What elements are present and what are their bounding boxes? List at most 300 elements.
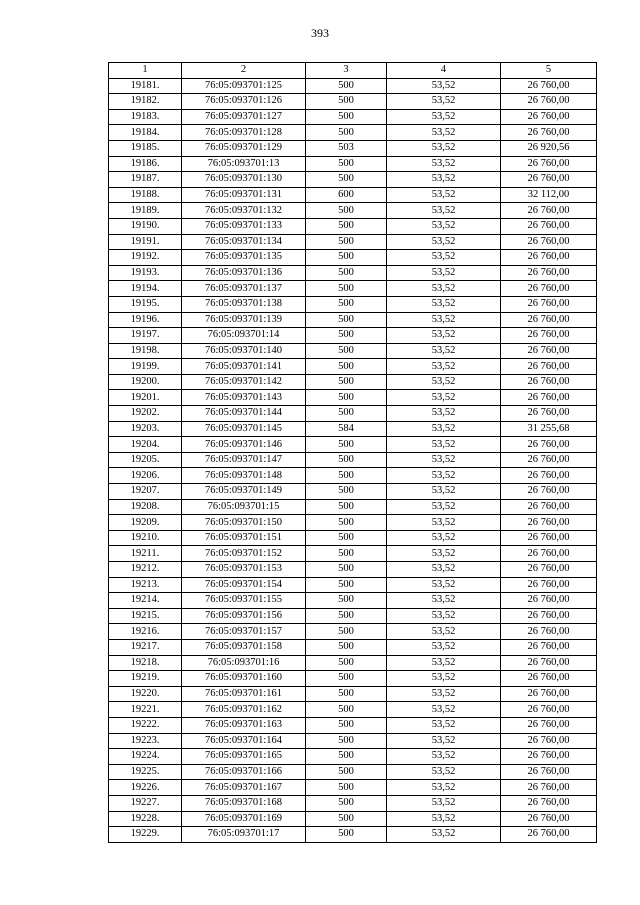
amount-cell: 26 920,56 <box>501 140 597 156</box>
rate-cell: 53,52 <box>387 156 501 172</box>
cadastral-number-cell: 76:05:093701:149 <box>182 484 306 500</box>
cadastral-number-cell: 76:05:093701:137 <box>182 281 306 297</box>
row-number-cell: 19216. <box>109 624 182 640</box>
area-cell: 500 <box>306 172 387 188</box>
cadastral-number-cell: 76:05:093701:158 <box>182 639 306 655</box>
table-row <box>109 749 597 765</box>
rate-cell: 53,52 <box>387 203 501 219</box>
amount-cell: 26 760,00 <box>501 328 597 344</box>
row-number-cell: 19205. <box>109 452 182 468</box>
rate-cell: 53,52 <box>387 343 501 359</box>
rate-cell: 53,52 <box>387 530 501 546</box>
area-cell: 500 <box>306 624 387 640</box>
table-row <box>109 172 597 188</box>
rate-cell: 53,52 <box>387 406 501 422</box>
cadastral-number-cell: 76:05:093701:139 <box>182 312 306 328</box>
table-row <box>109 593 597 609</box>
row-number-cell: 19229. <box>109 827 182 843</box>
cadastral-number-cell: 76:05:093701:151 <box>182 530 306 546</box>
area-cell: 503 <box>306 140 387 156</box>
area-cell: 500 <box>306 78 387 94</box>
area-cell: 500 <box>306 359 387 375</box>
cadastral-number-cell: 76:05:093701:161 <box>182 686 306 702</box>
cadastral-number-cell: 76:05:093701:143 <box>182 390 306 406</box>
amount-cell: 26 760,00 <box>501 780 597 796</box>
area-cell: 584 <box>306 421 387 437</box>
column-header: 3 <box>306 63 387 79</box>
row-number-cell: 19196. <box>109 312 182 328</box>
amount-cell: 26 760,00 <box>501 172 597 188</box>
row-number-cell: 19226. <box>109 780 182 796</box>
cadastral-number-cell: 76:05:093701:126 <box>182 94 306 110</box>
area-cell: 500 <box>306 234 387 250</box>
cadastral-number-cell: 76:05:093701:130 <box>182 172 306 188</box>
area-cell: 500 <box>306 265 387 281</box>
row-number-cell: 19223. <box>109 733 182 749</box>
area-cell: 500 <box>306 764 387 780</box>
rate-cell: 53,52 <box>387 795 501 811</box>
rate-cell: 53,52 <box>387 421 501 437</box>
table-row <box>109 671 597 687</box>
cadastral-number-cell: 76:05:093701:17 <box>182 827 306 843</box>
area-cell: 500 <box>306 343 387 359</box>
area-cell: 500 <box>306 468 387 484</box>
cadastral-number-cell: 76:05:093701:150 <box>182 515 306 531</box>
cadastral-number-cell: 76:05:093701:155 <box>182 593 306 609</box>
table-row <box>109 265 597 281</box>
table-row <box>109 468 597 484</box>
cadastral-number-cell: 76:05:093701:157 <box>182 624 306 640</box>
table-row <box>109 546 597 562</box>
table-row <box>109 499 597 515</box>
row-number-cell: 19221. <box>109 702 182 718</box>
row-number-cell: 19188. <box>109 187 182 203</box>
amount-cell: 26 760,00 <box>501 296 597 312</box>
area-cell: 500 <box>306 593 387 609</box>
amount-cell: 26 760,00 <box>501 452 597 468</box>
row-number-cell: 19204. <box>109 437 182 453</box>
rate-cell: 53,52 <box>387 109 501 125</box>
area-cell: 500 <box>306 795 387 811</box>
area-cell: 500 <box>306 811 387 827</box>
rate-cell: 53,52 <box>387 78 501 94</box>
rate-cell: 53,52 <box>387 265 501 281</box>
cadastral-number-cell: 76:05:093701:128 <box>182 125 306 141</box>
cadastral-number-cell: 76:05:093701:162 <box>182 702 306 718</box>
cadastral-number-cell: 76:05:093701:134 <box>182 234 306 250</box>
area-cell: 600 <box>306 187 387 203</box>
cadastral-number-cell: 76:05:093701:144 <box>182 406 306 422</box>
area-cell: 500 <box>306 390 387 406</box>
area-cell: 500 <box>306 749 387 765</box>
table-row <box>109 452 597 468</box>
row-number-cell: 19227. <box>109 795 182 811</box>
amount-cell: 26 760,00 <box>501 562 597 578</box>
cadastral-number-cell: 76:05:093701:168 <box>182 795 306 811</box>
amount-cell: 26 760,00 <box>501 499 597 515</box>
table-row <box>109 686 597 702</box>
table-row <box>109 234 597 250</box>
table-row <box>109 437 597 453</box>
area-cell: 500 <box>306 562 387 578</box>
amount-cell: 26 760,00 <box>501 109 597 125</box>
amount-cell: 26 760,00 <box>501 374 597 390</box>
area-cell: 500 <box>306 717 387 733</box>
area-cell: 500 <box>306 780 387 796</box>
cadastral-number-cell: 76:05:093701:145 <box>182 421 306 437</box>
area-cell: 500 <box>306 546 387 562</box>
table-row <box>109 109 597 125</box>
cadastral-number-cell: 76:05:093701:165 <box>182 749 306 765</box>
cadastral-number-cell: 76:05:093701:14 <box>182 328 306 344</box>
amount-cell: 26 760,00 <box>501 94 597 110</box>
cadastral-number-cell: 76:05:093701:133 <box>182 218 306 234</box>
rate-cell: 53,52 <box>387 686 501 702</box>
amount-cell: 26 760,00 <box>501 250 597 266</box>
rate-cell: 53,52 <box>387 764 501 780</box>
rate-cell: 53,52 <box>387 780 501 796</box>
area-cell: 500 <box>306 406 387 422</box>
table-row <box>109 655 597 671</box>
amount-cell: 26 760,00 <box>501 795 597 811</box>
amount-cell: 26 760,00 <box>501 655 597 671</box>
rate-cell: 53,52 <box>387 452 501 468</box>
table-row <box>109 343 597 359</box>
rate-cell: 53,52 <box>387 187 501 203</box>
row-number-cell: 19207. <box>109 484 182 500</box>
rate-cell: 53,52 <box>387 94 501 110</box>
cadastral-number-cell: 76:05:093701:163 <box>182 717 306 733</box>
row-number-cell: 19199. <box>109 359 182 375</box>
rate-cell: 53,52 <box>387 577 501 593</box>
rate-cell: 53,52 <box>387 250 501 266</box>
row-number-cell: 19183. <box>109 109 182 125</box>
amount-cell: 26 760,00 <box>501 312 597 328</box>
amount-cell: 26 760,00 <box>501 546 597 562</box>
amount-cell: 26 760,00 <box>501 827 597 843</box>
table-row <box>109 406 597 422</box>
row-number-cell: 19182. <box>109 94 182 110</box>
cadastral-number-cell: 76:05:093701:129 <box>182 140 306 156</box>
amount-cell: 26 760,00 <box>501 717 597 733</box>
row-number-cell: 19198. <box>109 343 182 359</box>
row-number-cell: 19209. <box>109 515 182 531</box>
row-number-cell: 19201. <box>109 390 182 406</box>
rate-cell: 53,52 <box>387 374 501 390</box>
amount-cell: 26 760,00 <box>501 343 597 359</box>
row-number-cell: 19190. <box>109 218 182 234</box>
table-row <box>109 78 597 94</box>
amount-cell: 26 760,00 <box>501 218 597 234</box>
amount-cell: 26 760,00 <box>501 733 597 749</box>
rate-cell: 53,52 <box>387 499 501 515</box>
amount-cell: 26 760,00 <box>501 265 597 281</box>
row-number-cell: 19217. <box>109 639 182 655</box>
amount-cell: 26 760,00 <box>501 811 597 827</box>
row-number-cell: 19191. <box>109 234 182 250</box>
row-number-cell: 19197. <box>109 328 182 344</box>
table-row <box>109 562 597 578</box>
row-number-cell: 19208. <box>109 499 182 515</box>
cadastral-number-cell: 76:05:093701:132 <box>182 203 306 219</box>
area-cell: 500 <box>306 577 387 593</box>
row-number-cell: 19213. <box>109 577 182 593</box>
row-number-cell: 19206. <box>109 468 182 484</box>
cadastral-number-cell: 76:05:093701:141 <box>182 359 306 375</box>
amount-cell: 26 760,00 <box>501 359 597 375</box>
cadastral-number-cell: 76:05:093701:164 <box>182 733 306 749</box>
table-row <box>109 312 597 328</box>
row-number-cell: 19189. <box>109 203 182 219</box>
amount-cell: 26 760,00 <box>501 484 597 500</box>
table-row <box>109 717 597 733</box>
cadastral-number-cell: 76:05:093701:153 <box>182 562 306 578</box>
table-row <box>109 764 597 780</box>
amount-cell: 26 760,00 <box>501 639 597 655</box>
cadastral-number-cell: 76:05:093701:156 <box>182 608 306 624</box>
amount-cell: 31 255,68 <box>501 421 597 437</box>
table-row <box>109 140 597 156</box>
row-number-cell: 19203. <box>109 421 182 437</box>
row-number-cell: 19200. <box>109 374 182 390</box>
rate-cell: 53,52 <box>387 328 501 344</box>
area-cell: 500 <box>306 484 387 500</box>
table-row <box>109 795 597 811</box>
cadastral-number-cell: 76:05:093701:166 <box>182 764 306 780</box>
rate-cell: 53,52 <box>387 484 501 500</box>
table-row <box>109 780 597 796</box>
table-row <box>109 125 597 141</box>
table-row <box>109 218 597 234</box>
cadastral-number-cell: 76:05:093701:167 <box>182 780 306 796</box>
table-row <box>109 702 597 718</box>
table-body <box>109 78 597 842</box>
column-header: 1 <box>109 63 182 79</box>
row-number-cell: 19211. <box>109 546 182 562</box>
row-number-cell: 19187. <box>109 172 182 188</box>
rate-cell: 53,52 <box>387 717 501 733</box>
rate-cell: 53,52 <box>387 827 501 843</box>
cadastral-number-cell: 76:05:093701:140 <box>182 343 306 359</box>
amount-cell: 26 760,00 <box>501 406 597 422</box>
amount-cell: 26 760,00 <box>501 608 597 624</box>
area-cell: 500 <box>306 328 387 344</box>
area-cell: 500 <box>306 250 387 266</box>
amount-cell: 26 760,00 <box>501 686 597 702</box>
amount-cell: 26 760,00 <box>501 624 597 640</box>
rate-cell: 53,52 <box>387 733 501 749</box>
cadastral-number-cell: 76:05:093701:147 <box>182 452 306 468</box>
row-number-cell: 19214. <box>109 593 182 609</box>
rate-cell: 53,52 <box>387 562 501 578</box>
area-cell: 500 <box>306 827 387 843</box>
rate-cell: 53,52 <box>387 593 501 609</box>
rate-cell: 53,52 <box>387 312 501 328</box>
amount-cell: 26 760,00 <box>501 156 597 172</box>
cadastral-number-cell: 76:05:093701:148 <box>182 468 306 484</box>
rate-cell: 53,52 <box>387 281 501 297</box>
row-number-cell: 19195. <box>109 296 182 312</box>
table-row <box>109 530 597 546</box>
rate-cell: 53,52 <box>387 390 501 406</box>
table-header-row <box>109 63 597 79</box>
row-number-cell: 19184. <box>109 125 182 141</box>
table-row <box>109 359 597 375</box>
amount-cell: 26 760,00 <box>501 437 597 453</box>
table-row <box>109 421 597 437</box>
area-cell: 500 <box>306 374 387 390</box>
rate-cell: 53,52 <box>387 437 501 453</box>
area-cell: 500 <box>306 530 387 546</box>
row-number-cell: 19218. <box>109 655 182 671</box>
table-row <box>109 733 597 749</box>
area-cell: 500 <box>306 639 387 655</box>
amount-cell: 26 760,00 <box>501 125 597 141</box>
area-cell: 500 <box>306 515 387 531</box>
area-cell: 500 <box>306 109 387 125</box>
area-cell: 500 <box>306 312 387 328</box>
area-cell: 500 <box>306 655 387 671</box>
row-number-cell: 19185. <box>109 140 182 156</box>
table-row <box>109 296 597 312</box>
table-row <box>109 203 597 219</box>
column-header: 4 <box>387 63 501 79</box>
table-row <box>109 281 597 297</box>
rate-cell: 53,52 <box>387 671 501 687</box>
rate-cell: 53,52 <box>387 655 501 671</box>
rate-cell: 53,52 <box>387 234 501 250</box>
rate-cell: 53,52 <box>387 546 501 562</box>
row-number-cell: 19212. <box>109 562 182 578</box>
area-cell: 500 <box>306 203 387 219</box>
amount-cell: 26 760,00 <box>501 530 597 546</box>
area-cell: 500 <box>306 281 387 297</box>
cadastral-number-cell: 76:05:093701:152 <box>182 546 306 562</box>
rate-cell: 53,52 <box>387 296 501 312</box>
area-cell: 500 <box>306 452 387 468</box>
row-number-cell: 19228. <box>109 811 182 827</box>
area-cell: 500 <box>306 218 387 234</box>
table-row <box>109 156 597 172</box>
amount-cell: 26 760,00 <box>501 702 597 718</box>
rate-cell: 53,52 <box>387 218 501 234</box>
table-row <box>109 608 597 624</box>
row-number-cell: 19193. <box>109 265 182 281</box>
cadastral-number-cell: 76:05:093701:131 <box>182 187 306 203</box>
cadastral-number-cell: 76:05:093701:169 <box>182 811 306 827</box>
cadastral-number-cell: 76:05:093701:160 <box>182 671 306 687</box>
amount-cell: 26 760,00 <box>501 281 597 297</box>
area-cell: 500 <box>306 702 387 718</box>
area-cell: 500 <box>306 733 387 749</box>
row-number-cell: 19194. <box>109 281 182 297</box>
row-number-cell: 19186. <box>109 156 182 172</box>
area-cell: 500 <box>306 296 387 312</box>
area-cell: 500 <box>306 94 387 110</box>
rate-cell: 53,52 <box>387 749 501 765</box>
rate-cell: 53,52 <box>387 140 501 156</box>
rate-cell: 53,52 <box>387 624 501 640</box>
cadastral-number-cell: 76:05:093701:125 <box>182 78 306 94</box>
table-row <box>109 94 597 110</box>
cadastral-number-cell: 76:05:093701:15 <box>182 499 306 515</box>
row-number-cell: 19222. <box>109 717 182 733</box>
amount-cell: 26 760,00 <box>501 671 597 687</box>
table-row <box>109 515 597 531</box>
amount-cell: 26 760,00 <box>501 749 597 765</box>
cadastral-number-cell: 76:05:093701:146 <box>182 437 306 453</box>
cadastral-number-cell: 76:05:093701:136 <box>182 265 306 281</box>
table-row <box>109 328 597 344</box>
row-number-cell: 19220. <box>109 686 182 702</box>
row-number-cell: 19192. <box>109 250 182 266</box>
row-number-cell: 19210. <box>109 530 182 546</box>
cadastral-number-cell: 76:05:093701:154 <box>182 577 306 593</box>
row-number-cell: 19225. <box>109 764 182 780</box>
amount-cell: 26 760,00 <box>501 203 597 219</box>
amount-cell: 26 760,00 <box>501 764 597 780</box>
page-number: 393 <box>311 26 329 40</box>
row-number-cell: 19215. <box>109 608 182 624</box>
amount-cell: 26 760,00 <box>501 577 597 593</box>
area-cell: 500 <box>306 125 387 141</box>
area-cell: 500 <box>306 608 387 624</box>
cadastral-number-cell: 76:05:093701:135 <box>182 250 306 266</box>
table-row <box>109 827 597 843</box>
row-number-cell: 19181. <box>109 78 182 94</box>
table-row <box>109 811 597 827</box>
rate-cell: 53,52 <box>387 608 501 624</box>
table-row <box>109 187 597 203</box>
amount-cell: 32 112,00 <box>501 187 597 203</box>
table-row <box>109 250 597 266</box>
cadastral-number-cell: 76:05:093701:142 <box>182 374 306 390</box>
area-cell: 500 <box>306 499 387 515</box>
amount-cell: 26 760,00 <box>501 515 597 531</box>
area-cell: 500 <box>306 686 387 702</box>
area-cell: 500 <box>306 437 387 453</box>
rate-cell: 53,52 <box>387 702 501 718</box>
amount-cell: 26 760,00 <box>501 390 597 406</box>
table-row <box>109 390 597 406</box>
table-row <box>109 639 597 655</box>
cadastral-number-cell: 76:05:093701:16 <box>182 655 306 671</box>
row-number-cell: 19224. <box>109 749 182 765</box>
parcel-table <box>108 62 597 843</box>
area-cell: 500 <box>306 671 387 687</box>
rate-cell: 53,52 <box>387 515 501 531</box>
rate-cell: 53,52 <box>387 125 501 141</box>
table-row <box>109 577 597 593</box>
column-header: 5 <box>501 63 597 79</box>
table-row <box>109 374 597 390</box>
column-header: 2 <box>182 63 306 79</box>
row-number-cell: 19219. <box>109 671 182 687</box>
rate-cell: 53,52 <box>387 468 501 484</box>
table-row <box>109 484 597 500</box>
rate-cell: 53,52 <box>387 359 501 375</box>
row-number-cell: 19202. <box>109 406 182 422</box>
amount-cell: 26 760,00 <box>501 468 597 484</box>
cadastral-number-cell: 76:05:093701:138 <box>182 296 306 312</box>
table-row <box>109 624 597 640</box>
amount-cell: 26 760,00 <box>501 78 597 94</box>
rate-cell: 53,52 <box>387 639 501 655</box>
cadastral-number-cell: 76:05:093701:127 <box>182 109 306 125</box>
area-cell: 500 <box>306 156 387 172</box>
rate-cell: 53,52 <box>387 172 501 188</box>
cadastral-number-cell: 76:05:093701:13 <box>182 156 306 172</box>
